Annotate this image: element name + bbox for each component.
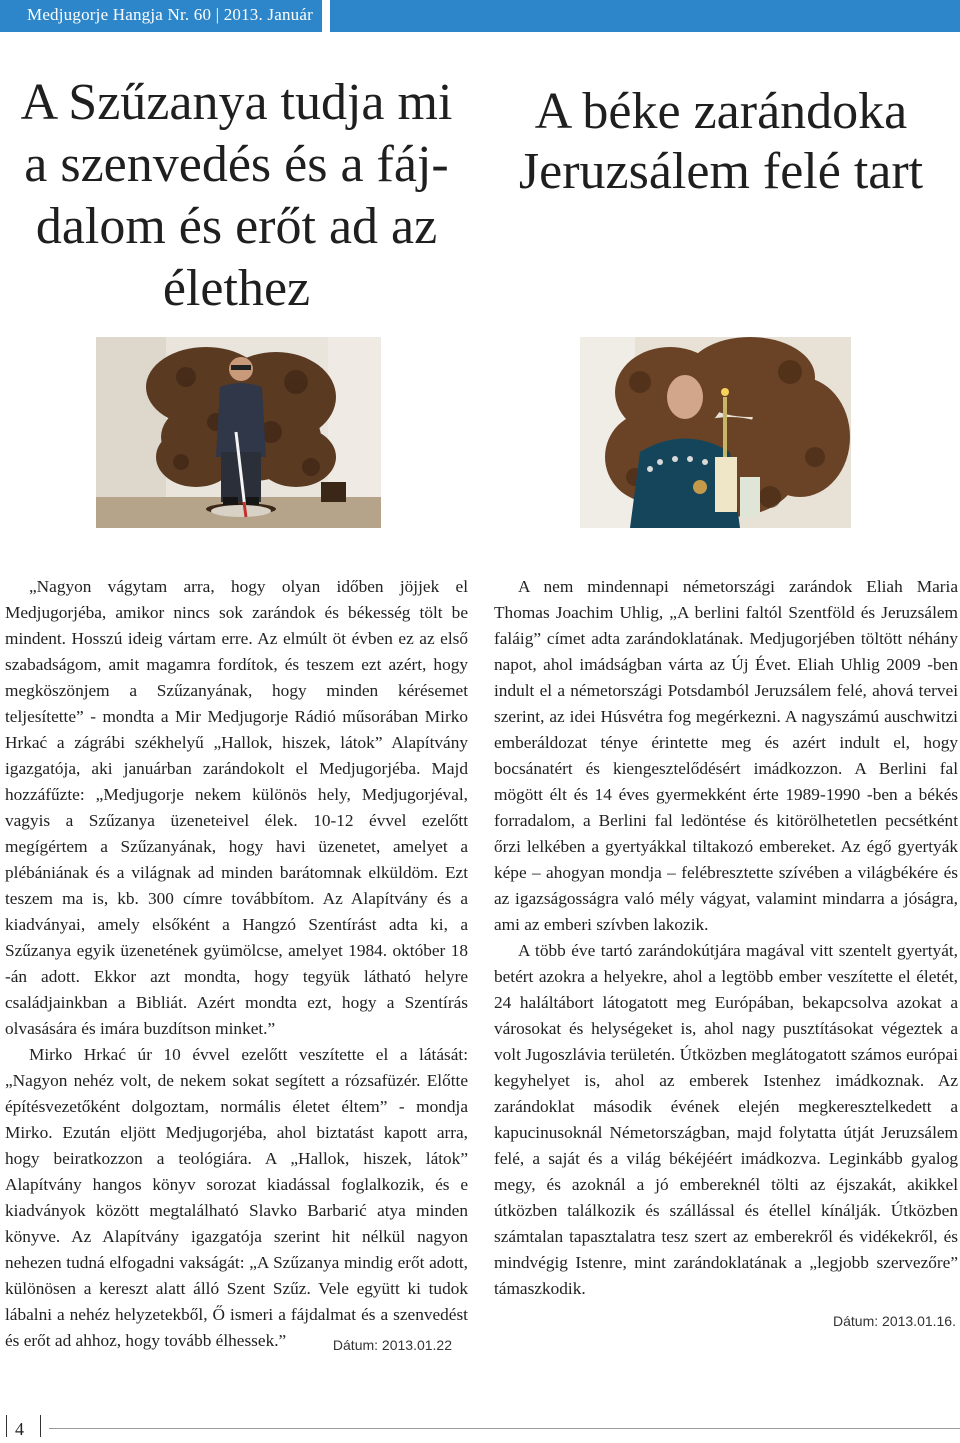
right-article-paragraph: A nem mindennapi németországi zarándok Eliah Maria Thomas Joachim Uhlig, „A berlini faltól Szentföld és Jeruzsálem faláig” címet adta zarándoklatának. Medjugorjében töltött néhány napot, ahol imádságban várta az Új Évet. Eliah Uhlig 2009 -ben indult el a németországi Potsdamból Jeruzsálem felé, ahová tervei szerint, az idei Húsvétra fog megérkezni. A nagyszámú auschwitzi emberáldozat ténye érintette meg és azért indult el, hogy bocsánatért és kiengesztelődésért imádkozzon. A Berlini fal mögött élt és 14 éves gyermekként érte 1989-1990 -ben a békés forradalom, a Berlini fal ledöntése és kitörölhetetlen pecsétként őrzi lelkében a gyertyákkal tiltakozó embereket. Az égő gyertyák képe – ahogyan mondja – felébresztette szívében a világbékére és az igazságosságra való mély vágyat, valamint mindarra a jóságra, ami az emberi szívben lakozik. bbox=[494, 577, 958, 934]
photo-man-with-cane bbox=[96, 337, 381, 528]
page-number: 4 bbox=[15, 1419, 24, 1439]
left-article-paragraph: „Nagyon vágytam arra, hogy olyan időben jöjjek el Medjugorjéba, amikor nincs sok zarándok és békesség tölt be mindent. Hosszú ideig vártam erre. Az elmúlt öt évben ez az első szabadságom, amit magamra fordítok, és teszem ezt azért, hogy megköszönjem a Szűzanyának, hogy minden kérésemet teljesítette” - mondta a Mir Medjugorje Rádió műsorában Mirko Hrkać a zágrábi székhelyű „Hallok, hiszek, látok” Alapítvány igazgatója, aki januárban zarándokolt el Medjugorjéba. Majd hozzáfűzte: „Medjugorje nekem különös hely, Medjugorjéval, vagyis a Szűzanya üzeneteivel élek. 10-12 évvel ezelőtt megígértem a Szűzanyának, hogy havi üzenetet, amelyet a plébániának és a világnak ad minden barátomnak elküldöm. Ezt teszem ma is, kb. 300 címre továbbítom. Az Alapítvány és a kiadványai, amely elsőként a Hangzó Szentírást adta ki, a Szűzanya egyik üzenetének gyümölcse, amelyet 1984. október 18 -án adott. Ekkor azt mondta, hogy tegyük látható helyre családjainkban a Bibliát. Azért mondta ezt, hogy a Szentírás olvasására és imára buzdítson minket.” bbox=[5, 577, 468, 1038]
header-right-band bbox=[330, 0, 960, 32]
right-article-headline: A béke zarándoka Jeruzsálem felé tart bbox=[518, 83, 924, 200]
photo-pilgrim-with-candle bbox=[580, 337, 851, 528]
footer-rule bbox=[49, 1428, 960, 1429]
left-article-date: Dátum: 2013.01.22 bbox=[332, 1337, 452, 1353]
right-article-paragraph: A több éve tartó zarándokútjára magával vitt szentelt gyertyát, betért azokra a helyekre, ahol a legtöbb ember veszítette el életét, 24 haláltábort látogatott meg Európában, bekapcsolva azokat a városokat és helységeket is, ahol nagy pusztításokat végeztek a volt Jugoszlávia területén. Útközben meglátogatott számos európai kegyhelyet is, ahol az emberek Istenhez imádkoznak. Az zarándoklat második évének elején megkeresztelkedett a kapucinusoknál Németországban, majd folytatta útját Jeruzsálem felé, a saját és a világ békéjéért imádkozva. Leginkább gyalog megy, és azoknál a jó embereknél tölti az éjszakát, akikkel útközben találkozik és szállással és étellel kínálják. Útközben számtalan tapasztalatra tesz szert az emberekről és vidékekről, és mindvégig Istenre, mint zarándoklatának a „legjobb szervezőre” támaszkodik. bbox=[494, 941, 958, 1298]
photo-pilgrim-with-candle-image bbox=[580, 337, 851, 528]
right-article-date: Dátum: 2013.01.16. bbox=[833, 1313, 956, 1329]
header-left-band bbox=[0, 0, 322, 32]
footer-tick-right bbox=[40, 1415, 41, 1437]
left-article-paragraph bbox=[5, 1042, 468, 1354]
photo-man-with-cane-image bbox=[96, 337, 381, 528]
right-article-body bbox=[494, 574, 958, 1334]
footer-tick-left bbox=[6, 1415, 7, 1437]
header-bar bbox=[0, 0, 960, 32]
left-article-headline: A Szűzanya tudja mi a szenvedés és a fáj-dalom és erőt ad az élethez bbox=[20, 74, 453, 317]
left-article-body bbox=[5, 574, 468, 1358]
left-article-paragraph-text: Mirko Hrkać úr 10 évvel ezelőtt veszítette el a látását: „Nagyon nehéz volt, de nekem sokat segített a rózsafüzér. Előtte építésvezetőként dolgoztam, normális életet éltem” - mondja Mirko. Ezután eljött Medjugorjéba, ahol biztatást kapott arra, hogy beiratkozzon a teológiára. A „Hallok, hiszek, látok” Alapítvány hangos könyv sorozat kiadással foglalkozik, és e kiadványok között megtalálható Slavko Barbarić atya minden könyve. Az Alapítvány igazgatója szerint hit nélkül nagyon nehezen tudná elfogadni vakságát: „A Szűzanya mindig erőt adott, különösen a kereszt alatt álló Szent Szűz. Vele együtt ki tudok lábalni a nehéz helyzetekből, Ő ismeri a fájdalmat és a szenvedést és erőt ad ahhoz, hogy tovább élhessek.” bbox=[5, 1045, 468, 1350]
publication-info: Medjugorje Hangja Nr. 60 | 2013. Január bbox=[27, 5, 313, 24]
